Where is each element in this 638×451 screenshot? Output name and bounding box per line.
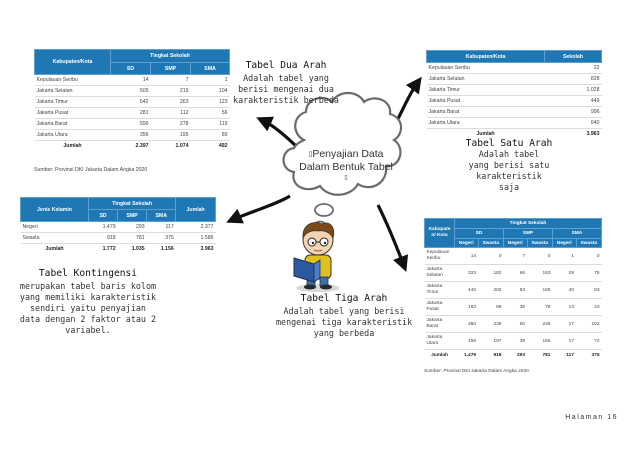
th-jenis-kelamin: Jenis Kelamin (21, 198, 89, 222)
th-swasta: Swasta (527, 239, 552, 248)
label-title: Tabel Kontingensi (38, 268, 138, 279)
th-sd: SD (455, 229, 504, 239)
table-row: Jakarta Barat 599 278 119 (35, 119, 230, 130)
cloud-title: ▯Penyajian Data Dalam Bentuk Tabel ▯ (296, 148, 396, 182)
source-note: Sumber: Provinsi DKI Jakarta Dalam Angka 2020 (34, 167, 148, 173)
th-smp: SMP (151, 63, 191, 75)
table-row: Jakarta Pusat 183 98 36 76 13 43 (425, 299, 602, 316)
table-row: Negeri 1.479 293 117 2.377 (21, 222, 216, 233)
label-kontingensi: Tabel Kontingensi merupakan tabel baris kolom yang memiliki karakteristik sendiri yaitu penyajian data dengan 2 faktor atau 2 variabel. (19, 268, 157, 335)
table-row: Jakarta Timur 1.028 (427, 85, 602, 96)
label-title: Tabel Tiga Arah (300, 293, 388, 304)
th-tingkat-sekolah: Tingkat Sekolah (89, 198, 176, 210)
th-smp: SMP (503, 229, 552, 239)
th-tingkat-sekolah: Tingkat Sekolah (111, 50, 230, 63)
table-row: Jakarta Selatan 505 219 104 (35, 86, 230, 97)
table-row: Jakarta Utara 159 197 39 156 17 72 (425, 333, 602, 350)
th-swasta: Swasta (478, 239, 503, 248)
th-sma: SMA (147, 210, 176, 222)
th-sd: SD (111, 63, 151, 75)
th-sd: SD (89, 210, 118, 222)
table-total-row: Jumlah 1.772 1.035 1.156 3.963 (45, 246, 214, 253)
th-kabupaten: Kabupaten/Kota (35, 50, 111, 75)
table-row: Jakarta Pusat 281 112 56 (35, 108, 230, 119)
th-sma: SMA (191, 63, 230, 75)
label-title: Tabel Dua Arah (245, 60, 327, 71)
th-negeri: Negeri (455, 239, 479, 248)
page-number: Halaman 16 (565, 414, 618, 421)
label-tiga-arah: Tabel Tiga Arah Adalah tabel yang berisi mengenai tiga karakteristik yang berbeda (276, 293, 413, 338)
table-row: Jakarta Selatan 828 (427, 74, 602, 85)
box-glyph: ▯ (344, 175, 348, 181)
th-sekolah: Sekolah (545, 51, 602, 63)
table-row: Jakarta Pusat 449 (427, 96, 602, 107)
table-total-row: Jumlah 2.397 1.074 492 (63, 143, 228, 150)
th-kabupaten: Kabupaten/Kota (427, 51, 545, 63)
table-row: Jakarta Barat 360 239 50 228 17 102 (425, 316, 602, 333)
table-row: Jakarta Utara 356 195 89 (35, 130, 230, 141)
table-row: Jakarta Utara 640 (427, 118, 602, 129)
table-row: Swasta 918 781 375 1.586 (21, 233, 216, 244)
table-row: Jakarta Timur 440 202 93 169 40 83 (425, 282, 602, 299)
table-row: Kepulauan Seribu 14 7 1 (35, 75, 230, 86)
table-row: Kepulauan Seribu 22 (427, 63, 602, 74)
arrow-to-tiga-arah (378, 205, 404, 266)
table-total-row: Jumlah 1.479 918 293 781 117 375 (431, 352, 600, 358)
table-row: Jakarta Barat 996 (427, 107, 602, 118)
label-dua-arah: Tabel Dua Arah Adalah tabel yang berisi mengenai dua karakteristik berbeda (230, 60, 342, 106)
table-row: Jakarta Selatan 323 182 66 153 29 75 (425, 265, 602, 282)
source-note: Sumber: Provinsi DKI Jakarta Dalam Angka 2020 (424, 369, 529, 374)
th-sma: SMA (552, 229, 601, 239)
th-negeri: Negeri (503, 239, 527, 248)
box-glyph: ▯ (308, 151, 313, 158)
table-row: Jakarta Timur 642 263 123 (35, 97, 230, 108)
th-swasta: Swasta (576, 239, 601, 248)
arrow-to-kontingensi (232, 196, 290, 220)
th-kabupaten: Kabupate n/ Kota (425, 219, 455, 248)
label-title: Tabel Satu Arah (465, 138, 553, 149)
th-smp: SMP (118, 210, 147, 222)
th-tingkat-sekolah: Tingkat Sekolah (455, 219, 602, 229)
th-jumlah: Jumlah (176, 198, 216, 222)
table-row: Kepulauan Seribu 14 0 7 0 1 0 (425, 248, 602, 265)
th-negeri: Negeri (552, 239, 576, 248)
table-total-row: Jumlah 3.963 (476, 131, 600, 138)
label-satu-arah: Tabel Satu Arah Adalah tabel yang berisi satu karakteristik saja (460, 138, 558, 193)
student-illustration (294, 223, 340, 292)
